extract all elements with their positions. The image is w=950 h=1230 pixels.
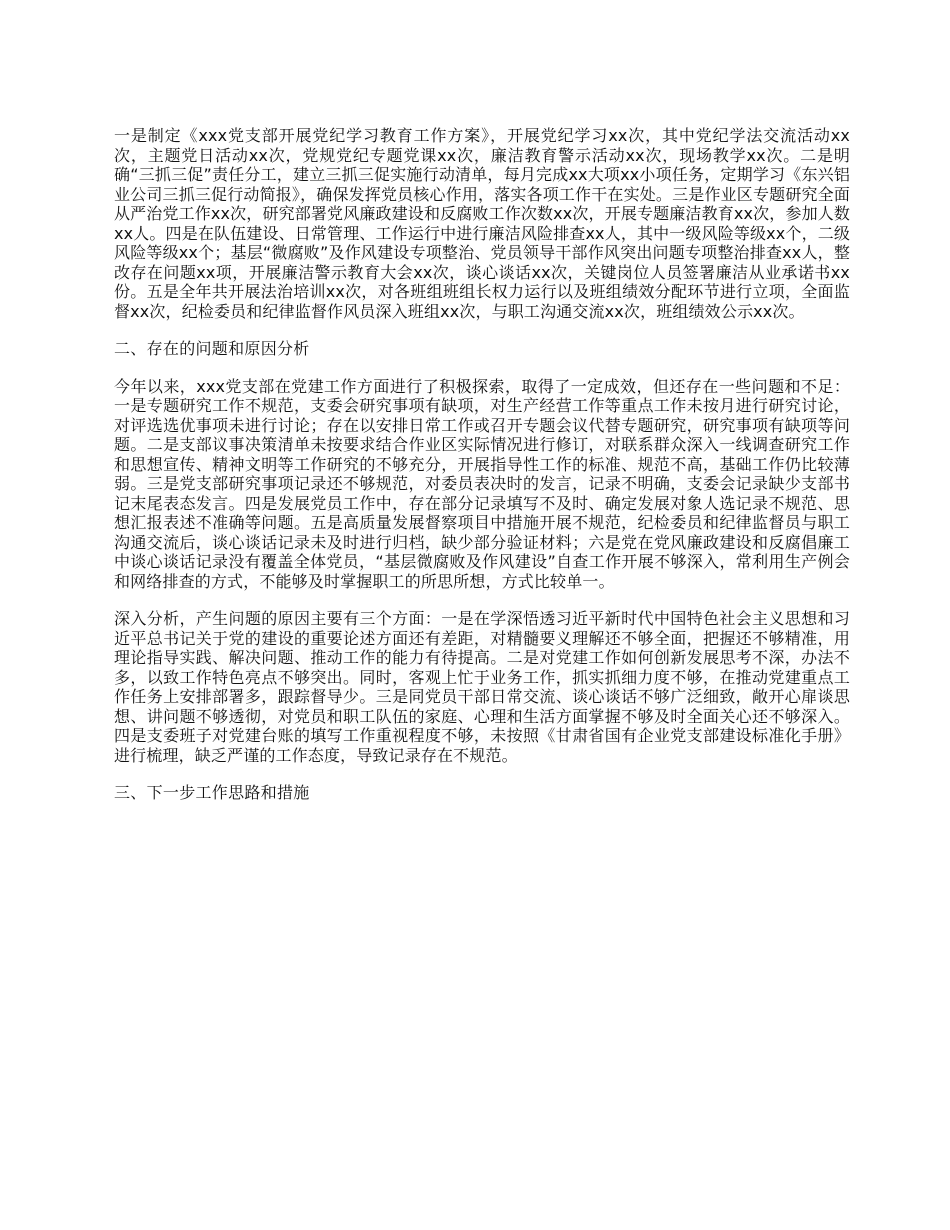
paragraph-cause-analysis: 深入分析，产生问题的原因主要有三个方面：一是在学深悟透习近平新时代中国特色社会主义思想和习近平总书记关于党的建设的重要论述方面还有差距，对精髓要义理解还不够全面，把握还不够精准，用理论指导实践、解决问题、推动工作的能力有待提高。二是对党建工作如何创新发展思考不深，办法不多，以致工作特色亮点不够突出。同时，客观上忙于业务工作，抓实抓细力度不够，在推动党建重点工作任务上安排部署多，跟踪督导少。三是同党员干部日常交流、谈心谈话不够广泛细致，敞开心扉谈思想、讲问题不够透彻，对党员和职工队伍的家庭、心理和生活方面掌握不够及时全面关心还不够深入。四是支委班子对党建台账的填写工作重视程度不够，未按照《甘肃省国有企业党支部建设标准化手册》进行梳理，缺乏严谨的工作态度，导致记录存在不规范。: [114, 609, 850, 765]
section-heading-problems: 二、存在的问题和原因分析: [114, 339, 310, 358]
document-body: [114, 126, 850, 821]
paragraph-work-summary: 一是制定《xxx党支部开展党纪学习教育工作方案》，开展党纪学习xx次，其中党纪学法交流活动xx次，主题党日活动xx次，党规党纪专题党课xx次，廉洁教育警示活动xx次，现场教学xx次。二是明确“三抓三促”责任分工，建立三抓三促实施行动清单，每月完成xx大项xx小项任务，定期学习《东兴铝业公司三抓三促行动简报》，确保发挥党员核心作用，落实各项工作干在实处。三是作业区专题研究全面从严治党工作xx次，研究部署党风廉政建设和反腐败工作次数xx次，开展专题廉洁教育xx次，参加人数xx人。四是在队伍建设、日常管理、工作运行中进行廉洁风险排查xx人，其中一级风险等级xx个，二级风险等级xx个；基层“微腐败”及作风建设专项整治、党员领导干部作风突出问题专项整治排查xx人，整改存在问题xx项，开展廉洁警示教育大会xx次，谈心谈话xx次，关键岗位人员签署廉洁从业承诺书xx份。五是全年共开展法治培训xx次，对各班组班组长权力运行以及班组绩效分配环节进行立项，全面监督xx次，纪检委员和纪律监督作风员深入班组xx次，与职工沟通交流xx次，班组绩效公示xx次。: [114, 126, 851, 321]
paragraph-problems: 今年以来，xxx党支部在党建工作方面进行了积极探索，取得了一定成效，但还存在一些问题和不足：一是专题研究工作不规范，支委会研究事项有缺项，对生产经营工作等重点工作未按月进行研究讨论，对评选选优事项未进行讨论；存在以安排日常工作或召开专题会议代替专题研究，研究事项有缺项等问题。二是支部议事决策清单未按要求结合作业区实际情况进行修订，对联系群众深入一线调查研究工作和思想宣传、精神文明等工作研究的不够充分，开展指导性工作的标准、规范不高，基础工作仍比较薄弱。三是党支部研究事项记录还不够规范，对委员表决时的发言，记录不明确，支委会记录缺少支部书记末尾表态发言。四是发展党员工作中，存在部分记录填写不及时、确定发展对象人选记录不规范、思想汇报表述不准确等问题。五是高质量发展督察项目中措施开展不规范，纪检委员和纪律监督员与职工沟通交流后，谈心谈话记录未及时进行归档，缺少部分验证材料；六是党在党风廉政建设和反腐倡廉工中谈心谈话记录没有覆盖全体党员，“基层微腐败及作风建设”自查工作开展不够深入，常利用生产例会和网络排查的方式，不能够及时掌握职工的所思所想，方式比较单一。: [114, 376, 850, 591]
section-heading-next-steps: 三、下一步工作思路和措施: [114, 783, 310, 802]
